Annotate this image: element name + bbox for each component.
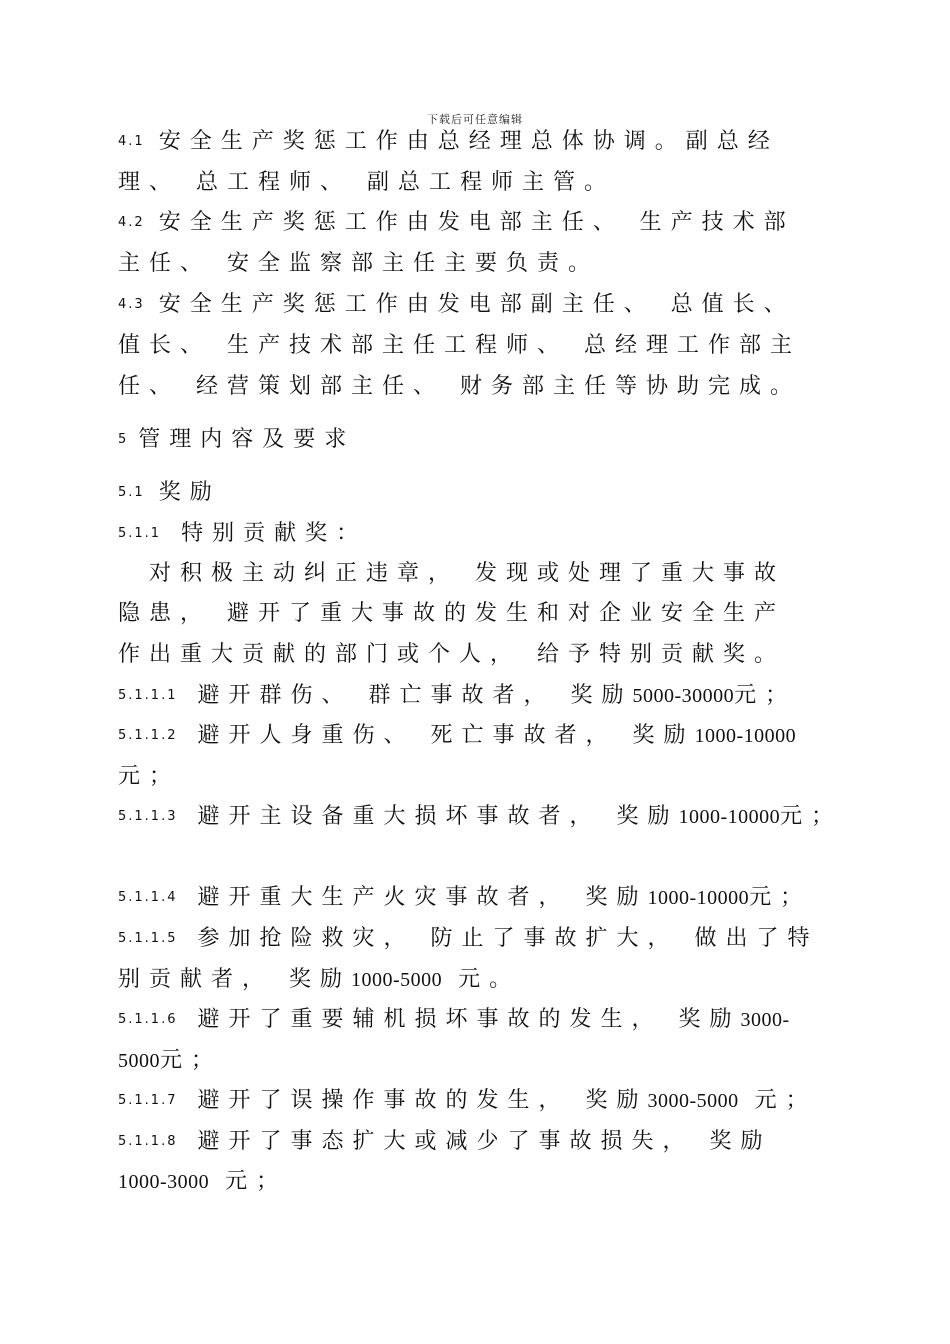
clause-tail: 元。 — [442, 967, 521, 992]
clause-tail: 元； — [160, 1048, 223, 1073]
clause-number: 5.1.1.7 — [118, 1093, 178, 1108]
clause-text: 避开主设备重大损坏事故者， 奖励 — [197, 804, 679, 829]
clause-text: 对积极主动纠正违章， 发现或处理了重大事故 — [118, 561, 785, 586]
clause-number: 5.1.1.8 — [118, 1134, 178, 1149]
clause-text: 参加抢险救灾， 防止了事故扩大， 做出了特 — [197, 926, 819, 951]
text-line — [118, 209, 795, 237]
text-line — [118, 641, 785, 669]
clause-number: 4.1 — [118, 134, 145, 149]
clause-tail: 元； — [734, 683, 797, 708]
clause-text: 避开重大生产火灾事故者， 奖励 — [197, 885, 648, 910]
clause-number: 4.3 — [118, 297, 145, 312]
clause-text: 安全生产奖惩工作由总经理总体协调。副总经 — [158, 129, 779, 154]
clause-text: 避开人身重伤、 死亡事故者， 奖励 — [197, 723, 695, 748]
text-line — [118, 250, 599, 278]
reward-amount: 1000-10000 — [647, 887, 750, 909]
reward-amount: 1000-10000 — [678, 806, 781, 828]
clause-number: 4.2 — [118, 215, 145, 230]
text-line — [118, 803, 842, 831]
clause-text: 奖励 — [158, 480, 221, 505]
text-line — [118, 1168, 287, 1196]
clause-number: 5.1 — [118, 485, 145, 500]
text-line — [118, 925, 818, 953]
clause-number: 5.1.1.4 — [118, 890, 178, 905]
text-line — [118, 1047, 222, 1075]
clause-text: 理、 总工程师、 副总工程师主管。 — [118, 170, 615, 195]
clause-text: 避开了误操作事故的发生， 奖励 — [197, 1088, 648, 1113]
clause-text: 管理内容及要求 — [138, 427, 356, 452]
clause-text: 特别贡献奖： — [181, 521, 368, 546]
reward-amount: 1000-3000 — [118, 1171, 210, 1193]
clause-text: 安全生产奖惩工作由发电部副主任、 总值长、 — [158, 292, 795, 317]
reward-amount: 1000-10000 — [694, 725, 797, 747]
text-line — [118, 600, 785, 628]
clause-number: 5.1.1 — [118, 526, 162, 541]
clause-number: 5.1.1.6 — [118, 1012, 178, 1027]
reward-amount: 3000- — [740, 1009, 790, 1031]
text-line — [118, 1128, 771, 1156]
clause-tail: 元； — [780, 804, 843, 829]
clause-text: 隐患， 避开了重大事故的发生和对企业安全生产 — [118, 601, 785, 626]
text-line — [118, 169, 615, 197]
reward-amount: 3000-5000 — [647, 1090, 739, 1112]
reward-amount: 5000-30000 — [632, 685, 735, 707]
clause-number: 5.1.1.3 — [118, 809, 178, 824]
clause-number: 5 — [118, 432, 129, 447]
clause-tail: 元； — [209, 1169, 288, 1194]
text-line — [118, 763, 180, 791]
text-line — [118, 1087, 817, 1115]
text-line — [118, 682, 796, 710]
text-line — [118, 560, 785, 588]
reward-amount: 5000 — [118, 1050, 160, 1072]
clause-tail: 元； — [738, 1088, 817, 1113]
text-line — [118, 373, 801, 401]
reward-amount: 1000-5000 — [351, 969, 443, 991]
clause-text: 值长、 生产技术部主任工程师、 总经理工作部主 — [118, 333, 801, 358]
text-line — [118, 332, 801, 360]
clause-number: 5.1.1.2 — [118, 728, 178, 743]
text-line — [118, 884, 811, 912]
clause-tail: 元； — [749, 885, 812, 910]
text-line — [118, 426, 355, 454]
clause-number: 5.1.1.5 — [118, 931, 178, 946]
clause-text: 避开群伤、 群亡事故者， 奖励 — [197, 683, 633, 708]
clause-text: 元； — [118, 764, 181, 789]
text-line — [118, 520, 367, 548]
text-line — [118, 722, 796, 750]
text-line — [118, 1006, 790, 1034]
clause-text: 避开了事态扩大或减少了事故损失， 奖励 — [197, 1129, 772, 1154]
clause-text: 安全生产奖惩工作由发电部主任、 生产技术部 — [158, 210, 795, 235]
text-line — [118, 479, 221, 507]
clause-text: 避开了重要辅机损坏事故的发生， 奖励 — [197, 1007, 741, 1032]
text-line — [118, 128, 779, 156]
text-line — [118, 291, 795, 319]
text-line — [118, 966, 520, 994]
clause-text: 任、 经营策划部主任、 财务部主任等协助完成。 — [118, 374, 801, 399]
clause-text: 别贡献者， 奖励 — [118, 967, 351, 992]
clause-text: 作出重大贡献的部门或个人， 给予特别贡献奖。 — [118, 642, 785, 667]
clause-number: 5.1.1.1 — [118, 688, 178, 703]
page-header: 下载后可任意编辑 — [427, 113, 523, 126]
clause-text: 主任、 安全监察部主任主要负责。 — [118, 251, 599, 276]
